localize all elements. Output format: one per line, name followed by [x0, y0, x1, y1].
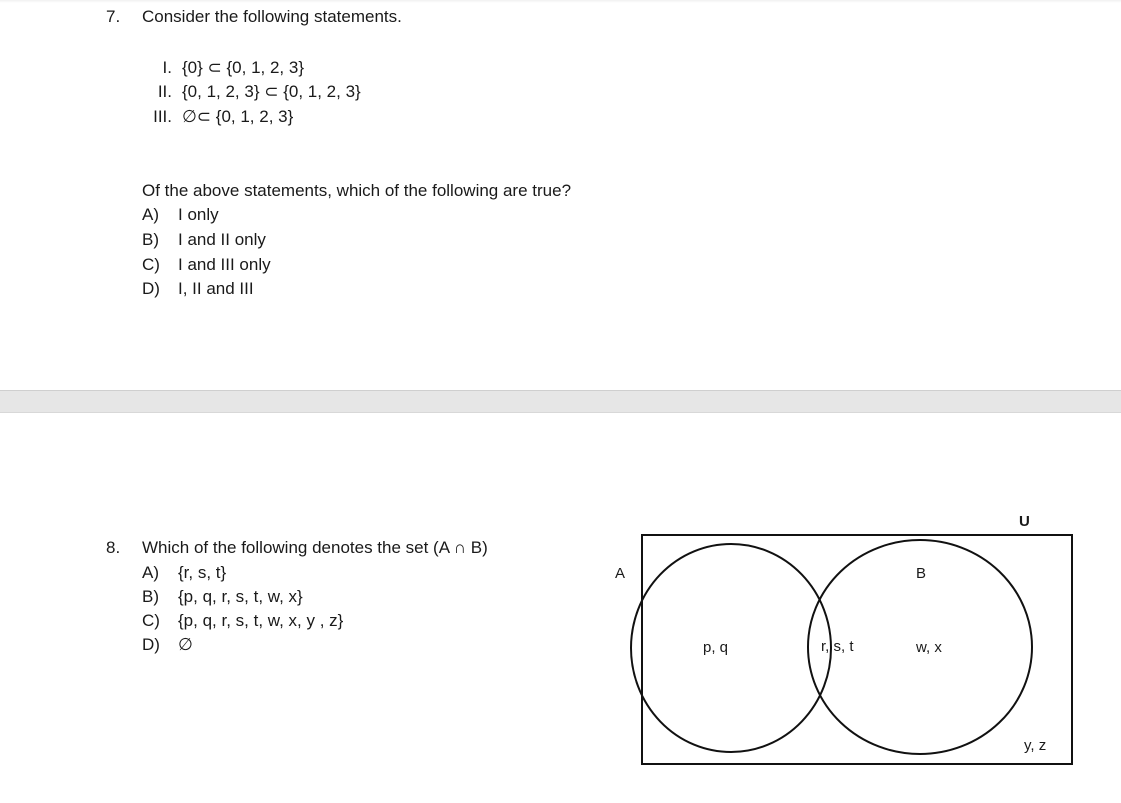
question-7-number: 7.: [106, 7, 121, 26]
b-only-region-label: w, x: [916, 639, 942, 656]
choice-text: I only: [178, 205, 219, 224]
choice-letter: C): [142, 255, 160, 274]
question-8-choice-c[interactable]: [142, 611, 343, 631]
choice-text: {p, q, r, s, t, w, x, y , z}: [178, 611, 344, 630]
choice-letter: A): [142, 563, 159, 582]
statement-i: [142, 58, 304, 78]
statement-roman: II.: [157, 82, 172, 101]
intersection-region-label: r, s, t: [821, 638, 854, 655]
choice-text: I and II only: [178, 230, 266, 249]
choice-text: I, II and III: [178, 279, 254, 298]
statement-text: {0} ⊂ {0, 1, 2, 3}: [182, 58, 305, 77]
choice-letter: D): [142, 279, 160, 298]
question-7-choice-c[interactable]: [142, 255, 271, 275]
statement-ii: [142, 82, 361, 102]
choice-text: {r, s, t}: [178, 563, 227, 582]
set-b-label: B: [916, 565, 927, 582]
question-7-choice-b[interactable]: [142, 230, 266, 250]
choice-letter: D): [142, 635, 160, 654]
set-a-label: A: [615, 565, 626, 582]
question-7-question: Of the above statements, which of the following are true?: [142, 181, 572, 200]
statement-text: {0, 1, 2, 3} ⊂ {0, 1, 2, 3}: [182, 82, 361, 101]
universe-label: U: [1019, 513, 1030, 530]
choice-letter: B): [142, 230, 159, 249]
question-7-prompt: Consider the following statements.: [142, 7, 402, 26]
venn-diagram: [630, 520, 1080, 770]
statement-roman: I.: [162, 58, 172, 77]
question-7-choice-d[interactable]: [142, 279, 254, 299]
question-7-choice-a[interactable]: [142, 205, 219, 225]
outside-region-label: y, z: [1024, 737, 1047, 754]
choice-letter: A): [142, 205, 159, 224]
statement-iii: [142, 107, 293, 127]
question-8-choice-a[interactable]: [142, 563, 226, 583]
statement-roman: III.: [153, 107, 172, 126]
question-8-choice-d[interactable]: [142, 635, 193, 655]
choice-text: ∅: [178, 635, 193, 654]
choice-letter: B): [142, 587, 159, 606]
question-8-number: 8.: [106, 538, 121, 557]
choice-text: I and III only: [178, 255, 271, 274]
statement-text: ∅⊂ {0, 1, 2, 3}: [182, 107, 294, 126]
page-top-edge: [0, 0, 1121, 3]
question-8-choice-b[interactable]: [142, 587, 303, 607]
set-a-circle: [631, 544, 831, 752]
page-gap: [0, 390, 1121, 413]
question-8-prompt: Which of the following denotes the set (A ∩ B): [142, 538, 488, 557]
choice-letter: C): [142, 611, 160, 630]
a-only-region-label: p, q: [703, 639, 729, 656]
choice-text: {p, q, r, s, t, w, x}: [178, 587, 303, 606]
page-top: [0, 0, 1121, 390]
